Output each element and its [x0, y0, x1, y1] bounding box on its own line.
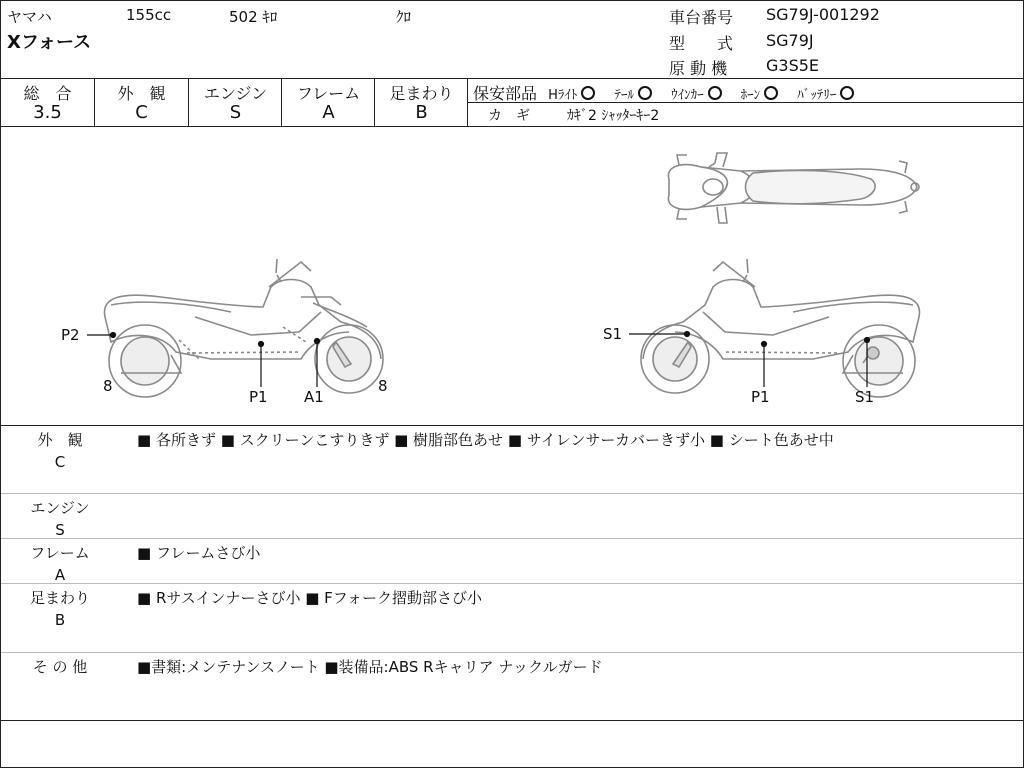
- grade-label-overall: 総 合: [23, 84, 72, 103]
- maker: ヤマハ: [7, 8, 52, 26]
- section-frame-label: フレーム A: [30, 544, 90, 584]
- marker-8-right: 8: [378, 377, 388, 395]
- marker-p1-right: P1: [751, 388, 770, 406]
- ok-circle-icon: [581, 86, 595, 100]
- grade-label-frame: フレーム: [296, 84, 361, 103]
- ok-circle-icon: [840, 86, 854, 100]
- section-suspension-label: 足まわり B: [29, 589, 90, 629]
- safety-item-winker: ｳｲﾝｶｰ: [671, 88, 704, 103]
- safety-item-battery: ﾊﾞｯﾃﾘｰ: [797, 88, 837, 103]
- ok-circle-icon: [708, 86, 722, 100]
- scooter-top-view: [668, 153, 919, 223]
- section-frame-text: ■ フレームさび小: [137, 544, 261, 562]
- engine-value: G3S5E: [766, 56, 820, 75]
- safety-item-headlight: Hﾗｲﾄ: [548, 88, 578, 103]
- section-other-text: ■書類:メンテナンスノート ■装備品:ABS Rキャリア ナックルガード: [137, 658, 603, 676]
- ok-circle-icon: [764, 86, 778, 100]
- ok-circle-icon: [638, 86, 652, 100]
- grade-frame: A: [322, 102, 335, 123]
- marker-8-left: 8: [103, 377, 113, 395]
- frame-no-label: 車台番号: [669, 8, 734, 27]
- safety-item-tail: ﾃｰﾙ: [614, 88, 634, 103]
- marker-p2: P2: [61, 326, 80, 344]
- section-engine-label: エンジン S: [30, 499, 90, 539]
- safety-item-horn: ﾎｰﾝ: [740, 88, 761, 103]
- grade-engine: S: [229, 102, 242, 123]
- displacement: 155cc: [126, 6, 172, 24]
- type-label: 型 式: [669, 34, 734, 53]
- marker-p1-left: P1: [249, 388, 268, 406]
- type-value: SG79J: [766, 31, 814, 50]
- grade-label-suspension: 足まわり: [389, 84, 454, 103]
- safety-row: [473, 81, 858, 104]
- grade-label-engine: エンジン: [203, 84, 268, 103]
- frame-no: SG79J-001292: [766, 5, 880, 24]
- key-label: カ ギ: [488, 108, 530, 124]
- grade-suspension: B: [415, 102, 428, 123]
- marker-s1-rear: S1: [855, 388, 875, 406]
- color: ｸﾛ: [396, 8, 412, 26]
- grade-label-appearance: 外 観: [117, 84, 166, 103]
- key-value: ｶｷﾞ2 ｼｬｯﾀｰｷｰ2: [567, 108, 660, 124]
- section-suspension-text: ■ Rサスインナーさび小 ■ Fフォーク摺動部さび小: [137, 589, 483, 607]
- mileage: 502 ｷﾛ: [229, 8, 278, 26]
- scooter-left-side: [104, 259, 383, 397]
- scooter-diagram: [1, 127, 1023, 425]
- section-other-label: そ の 他: [32, 658, 88, 676]
- marker-s1-front: S1: [603, 325, 623, 343]
- marker-a1: A1: [304, 388, 324, 406]
- section-appearance-label: 外 観 C: [37, 431, 83, 471]
- model-name: Xフォース: [7, 32, 92, 53]
- grade-appearance: C: [135, 102, 148, 123]
- engine-label: 原 動 機: [669, 59, 728, 78]
- safety-label: 保安部品: [473, 84, 538, 103]
- section-appearance-text: ■ 各所きず ■ スクリーンこすりきず ■ 樹脂部色あせ ■ サイレンサーカバーきず小 ■ シート色あせ中: [137, 431, 834, 449]
- scooter-right-side: [641, 259, 920, 397]
- grade-overall: 3.5: [33, 102, 62, 123]
